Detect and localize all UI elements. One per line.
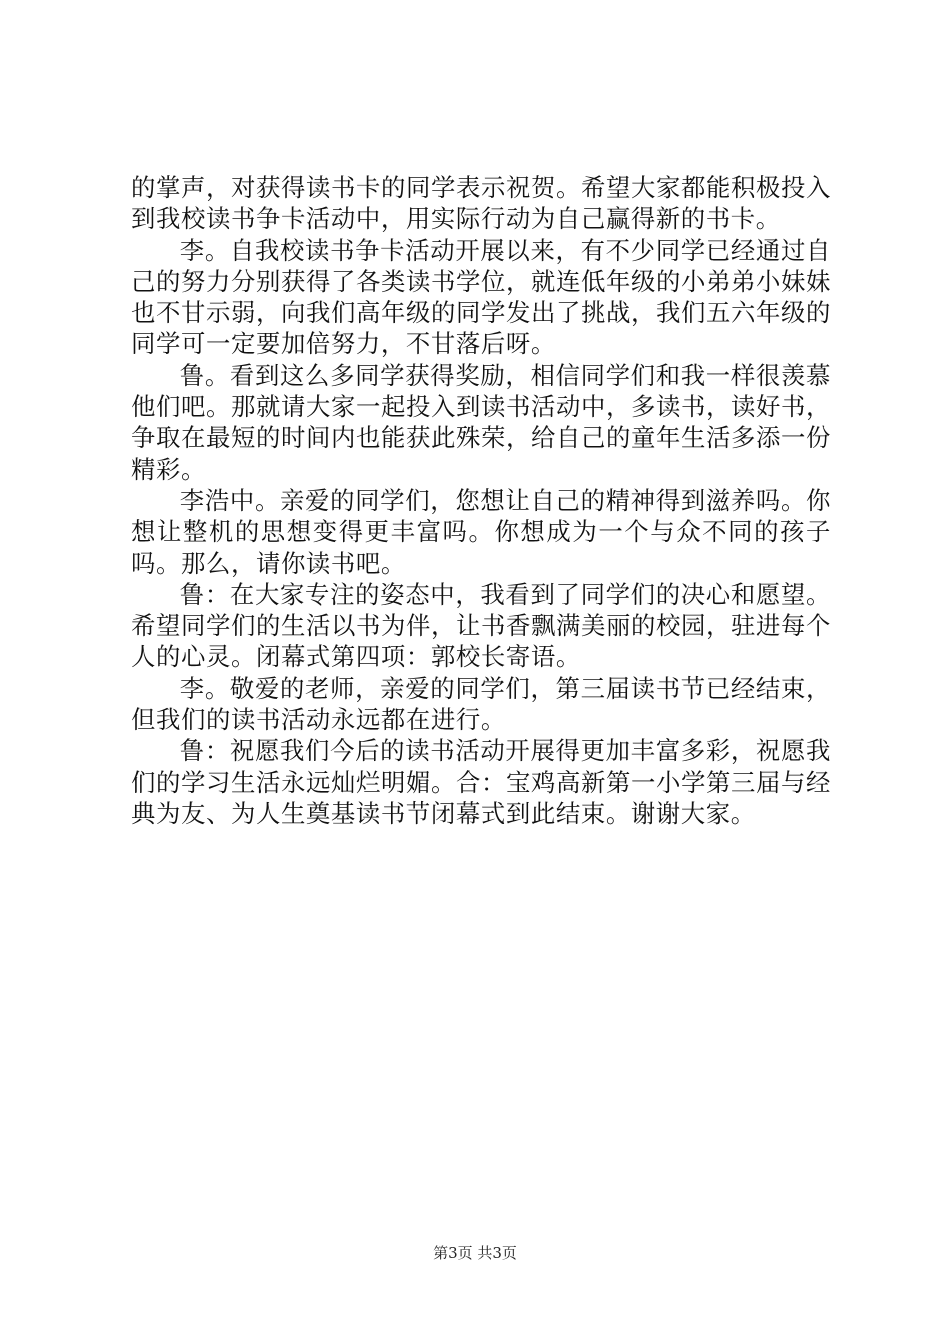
page-footer: 第3页 共3页	[433, 1244, 517, 1262]
paragraph-li-2: 李。敬爱的老师，亲爱的同学们，第三届读书节已经结束，但我们的读书活动永远都在进行。	[131, 673, 831, 735]
paragraph-lu-3: 鲁：祝愿我们今后的读书活动开展得更加丰富多彩，祝愿我们的学习生活永远灿烂明媚。合：宝鸡高新第一小学第三届与经典为友、为人生奠基读书节闭幕式到此结束。谢谢大家。	[131, 736, 831, 828]
paragraph-lu-2: 鲁：在大家专注的姿态中，我看到了同学们的决心和愿望。希望同学们的生活以书为伴，让书香飘满美丽的校园，驻进每个人的心灵。闭幕式第四项：郭校长寄语。	[131, 579, 831, 672]
paragraph-lu-1: 鲁。看到这么多同学获得奖励，相信同学们和我一样很羡慕他们吧。那就请大家一起投入到读书活动中，多读书，读好书，争取在最短的时间内也能获此殊荣，给自己的童年生活多添一份精彩。	[131, 360, 831, 484]
paragraph-li-1: 李。自我校读书争卡活动开展以来，有不少同学已经通过自己的努力分别获得了各类读书学位，就连低年级的小弟弟小妹妹也不甘示弱，向我们高年级的同学发出了挑战，我们五六年级的同学可一定要加倍努力，不甘落后呀。	[131, 235, 831, 359]
document-body	[131, 172, 831, 829]
paragraph-continuation: 的掌声，对获得读书卡的同学表示祝贺。希望大家都能积极投入到我校读书争卡活动中，用实际行动为自己赢得新的书卡。	[131, 173, 831, 234]
paragraph-li-haozhong: 李浩中。亲爱的同学们，您想让自己的精神得到滋养吗。你想让整机的思想变得更丰富吗。你想成为一个与众不同的孩子吗。那么，请你读书吧。	[131, 485, 831, 578]
